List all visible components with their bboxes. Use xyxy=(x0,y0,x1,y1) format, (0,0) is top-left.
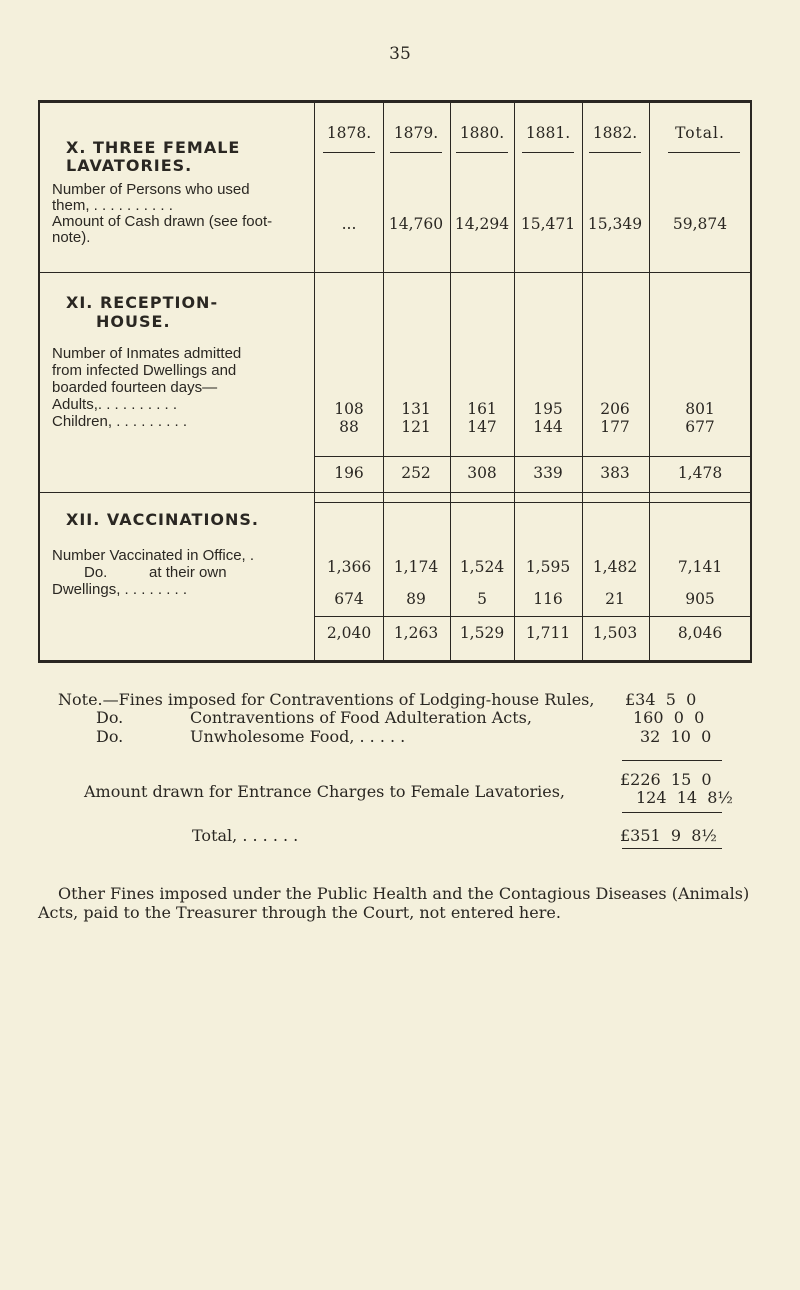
section-x-label: Amount of Cash drawn (see foot- xyxy=(52,213,273,230)
cell-total: 1,263 xyxy=(393,624,439,642)
col-sep xyxy=(383,100,384,660)
cell: 206 xyxy=(600,400,630,418)
section-x-label: note). xyxy=(52,229,91,246)
cell-total: 1,529 xyxy=(459,624,505,642)
sum-rule xyxy=(314,616,750,617)
cell-total: 1,711 xyxy=(525,624,571,642)
cell: 674 xyxy=(334,590,364,608)
header-underline xyxy=(456,152,508,153)
cell: 7,141 xyxy=(677,558,723,576)
note-total-underline xyxy=(622,848,722,849)
cell: 905 xyxy=(685,590,715,608)
section-rule xyxy=(38,272,752,273)
section-x-heading: X. THREE FEMALE xyxy=(66,138,241,157)
header-underline xyxy=(589,152,641,153)
cell: 21 xyxy=(605,590,625,608)
col-sep xyxy=(649,100,650,660)
section-xi-label: Number of Inmates admitted xyxy=(52,345,242,362)
footer-text-2: Acts, paid to the Treasurer through the Court, not entered here. xyxy=(38,903,561,922)
year-header-1880: 1880. xyxy=(459,124,505,142)
footer-text-1: Other Fines imposed under the Public Health and the Contagious Diseases (Animals) xyxy=(58,884,750,903)
cell: 1,174 xyxy=(393,558,439,576)
statistics-table xyxy=(38,100,752,663)
year-header-1879: 1879. xyxy=(393,124,439,142)
table-left-rule xyxy=(38,100,40,663)
cell: 677 xyxy=(685,418,715,436)
cell: ... xyxy=(341,215,357,233)
col-sep xyxy=(582,100,583,660)
cell: 14,760 xyxy=(388,215,444,233)
header-underline xyxy=(390,152,442,153)
note-subtotal: £226 15 0 xyxy=(620,770,712,789)
note-do-3: Do. xyxy=(96,727,124,746)
cell-total: 196 xyxy=(334,464,364,482)
note-amount-2: 160 0 0 xyxy=(633,708,705,727)
cell: 15,349 xyxy=(587,215,643,233)
cell: 5 xyxy=(477,590,487,608)
note-do-2: Do. xyxy=(96,708,124,727)
note-line-2: Contraventions of Food Adulteration Acts, xyxy=(190,708,532,727)
section-x-label: them, . . . . . . . . . . xyxy=(52,197,173,214)
col-sep xyxy=(514,100,515,660)
col-sep xyxy=(314,100,315,660)
cell-total: 308 xyxy=(467,464,497,482)
cell-total: 252 xyxy=(401,464,431,482)
section-xii-label: Do. at their own xyxy=(84,564,227,581)
cell: 195 xyxy=(533,400,563,418)
cell: 1,482 xyxy=(592,558,638,576)
cell-total: 1,478 xyxy=(677,464,723,482)
note-line-1: Note.—Fines imposed for Contraventions of Lodging-house Rules, xyxy=(58,690,595,709)
section-x-heading-2: LAVATORIES. xyxy=(66,156,193,175)
cell-total: 2,040 xyxy=(326,624,372,642)
year-header-total: Total. xyxy=(675,124,725,142)
section-xi-label: boarded fourteen days— xyxy=(52,379,218,396)
note-total-amount: £351 9 8½ xyxy=(620,826,717,845)
note-amount-1: £34 5 0 xyxy=(625,690,697,709)
cell: 131 xyxy=(401,400,431,418)
header-underline xyxy=(323,152,375,153)
year-header-1882: 1882. xyxy=(592,124,638,142)
children-label: Children, . . . . . . . . . xyxy=(52,413,188,430)
note-entrance-amount: 124 14 8½ xyxy=(636,788,733,807)
table-bottom-rule xyxy=(38,660,752,663)
cell: 116 xyxy=(533,590,563,608)
page-number: 35 xyxy=(389,44,411,64)
note-line-3: Unwholesome Food, . . . . . xyxy=(190,727,406,746)
cell: 1,524 xyxy=(459,558,505,576)
section-xi-label: from infected Dwellings and xyxy=(52,362,237,379)
section-xii-label: Dwellings, . . . . . . . . xyxy=(52,581,188,598)
section-rule xyxy=(38,492,752,493)
cell: 801 xyxy=(685,400,715,418)
cell: 89 xyxy=(406,590,426,608)
cell: 14,294 xyxy=(454,215,510,233)
sum-rule xyxy=(314,456,750,457)
header-underline xyxy=(522,152,574,153)
section-x-label: Number of Persons who used xyxy=(52,181,250,198)
note-total-label: Total, . . . . . . xyxy=(192,826,299,845)
section-xi-heading: XI. RECEPTION- xyxy=(66,293,219,312)
cell: 108 xyxy=(334,400,364,418)
section-rule xyxy=(314,502,752,503)
note-sum-rule xyxy=(622,760,722,761)
cell: 59,874 xyxy=(672,215,728,233)
cell-total: 1,503 xyxy=(592,624,638,642)
header-underline xyxy=(668,152,740,153)
note-entrance-label: Amount drawn for Entrance Charges to Female Lavatories, xyxy=(84,782,566,801)
note-amount-3: 32 10 0 xyxy=(640,727,712,746)
cell: 88 xyxy=(339,418,359,436)
year-header-1878: 1878. xyxy=(326,124,372,142)
cell: 121 xyxy=(401,418,431,436)
cell: 1,366 xyxy=(326,558,372,576)
col-sep xyxy=(450,100,451,660)
section-xii-heading: XII. VACCINATIONS. xyxy=(66,510,259,529)
cell: 15,471 xyxy=(520,215,576,233)
note-total-rule xyxy=(622,812,722,813)
cell-total: 339 xyxy=(533,464,563,482)
table-top-rule xyxy=(38,100,752,103)
adults-label: Adults,. . . . . . . . . . xyxy=(52,396,178,413)
table-right-rule xyxy=(750,100,752,663)
cell: 144 xyxy=(533,418,563,436)
cell: 161 xyxy=(467,400,497,418)
year-header-1881: 1881. xyxy=(525,124,571,142)
cell: 1,595 xyxy=(525,558,571,576)
section-xi-heading-2: HOUSE. xyxy=(96,312,171,331)
section-xii-label: Number Vaccinated in Office, . xyxy=(52,547,255,564)
cell-total: 8,046 xyxy=(677,624,723,642)
cell: 147 xyxy=(467,418,497,436)
cell: 177 xyxy=(600,418,630,436)
cell-total: 383 xyxy=(600,464,630,482)
